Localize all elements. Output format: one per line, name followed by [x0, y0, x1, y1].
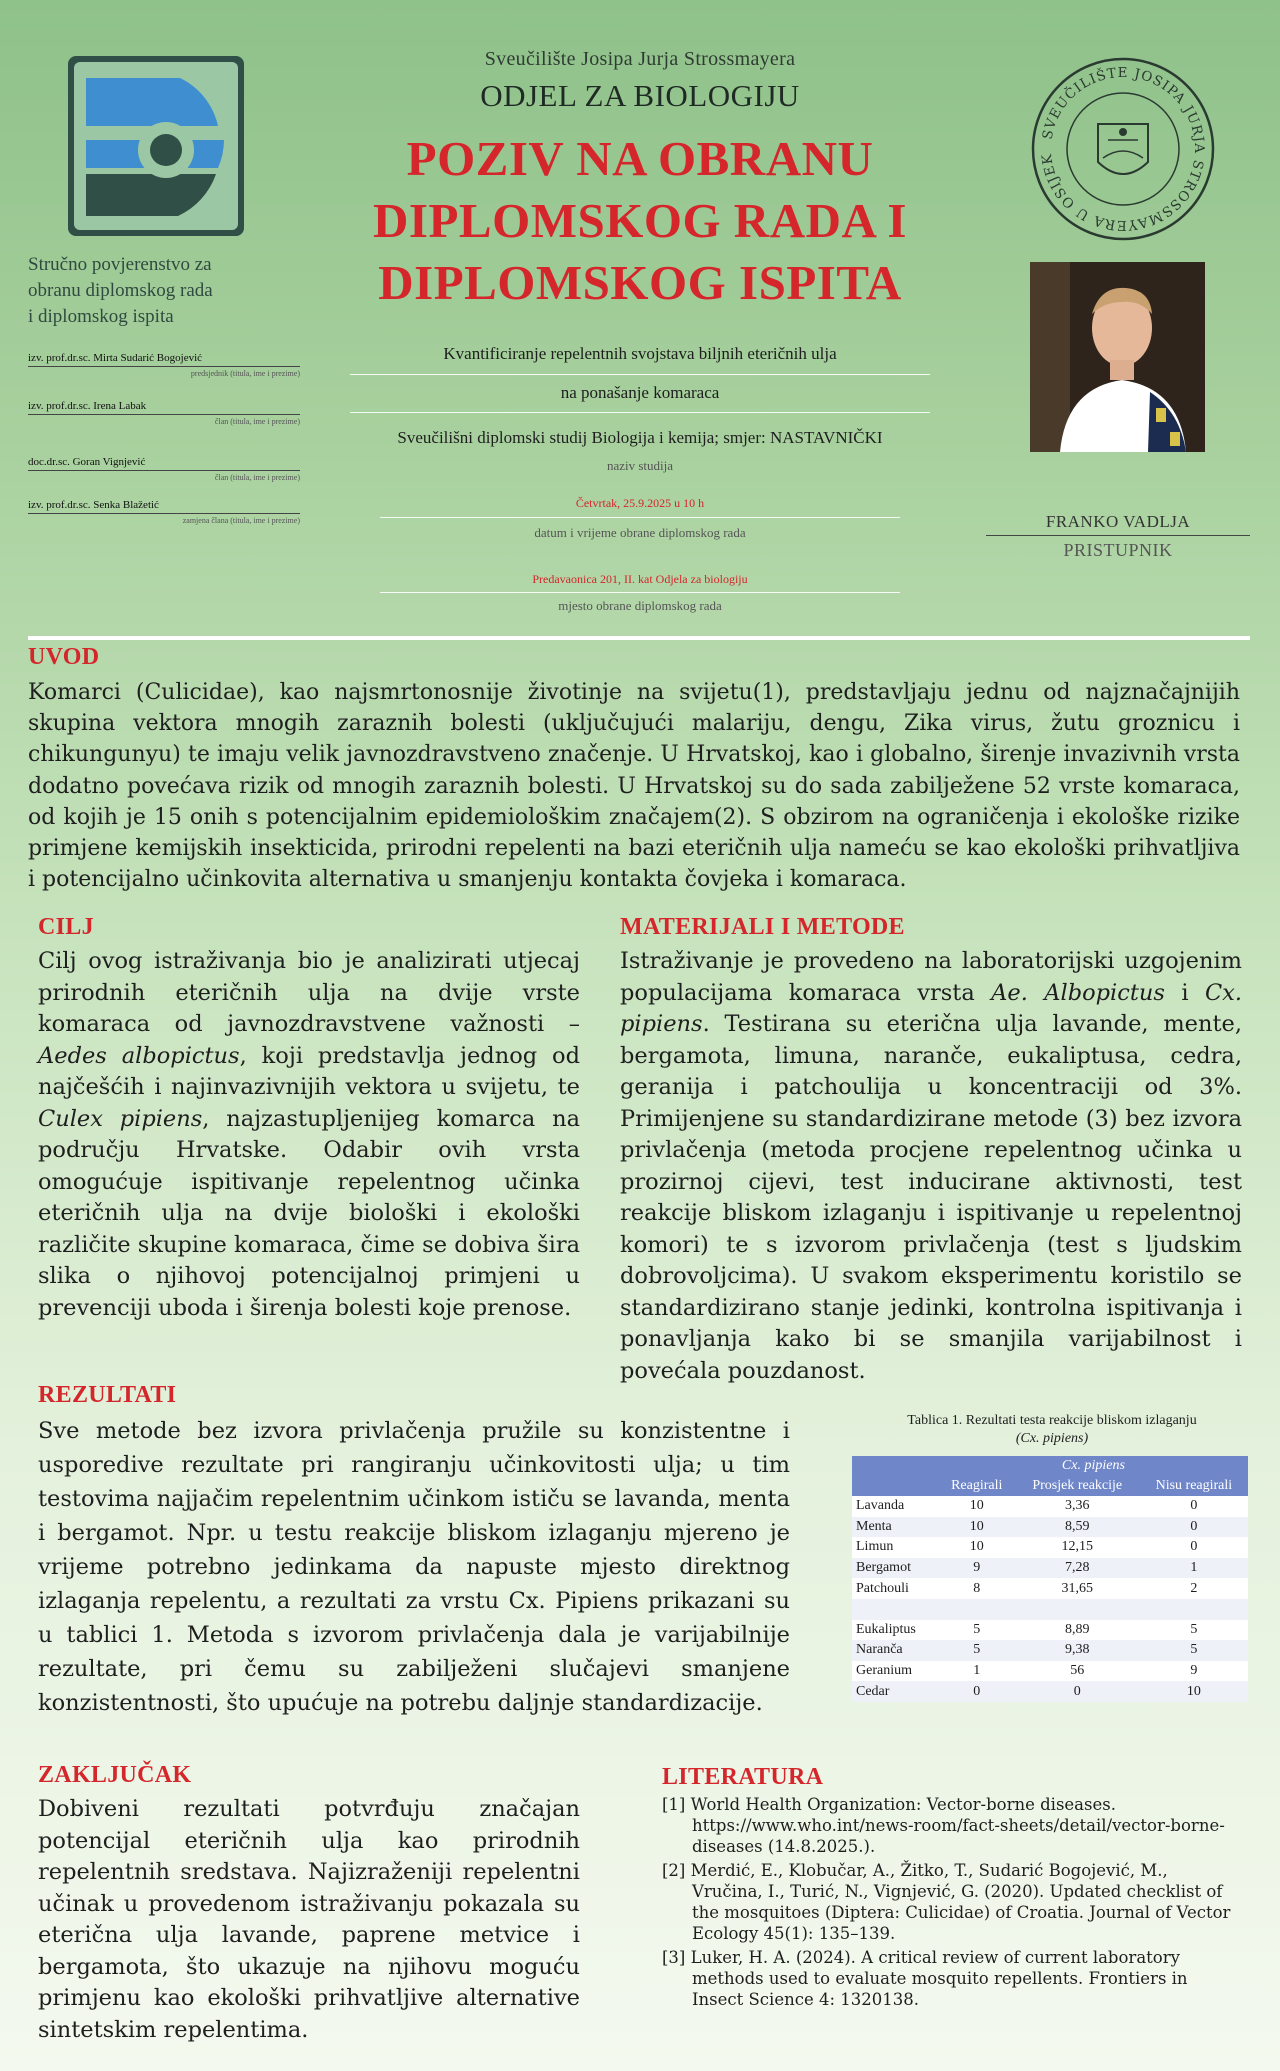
- reference-item: [3] Luker, H. A. (2024). A critical review of current laboratory methods used to evaluate mosquito repellents. Frontiers in Insect Science 4: 1320138.: [662, 1948, 1188, 2009]
- place-rule: [380, 592, 900, 593]
- table-cell: 0: [1140, 1496, 1248, 1517]
- metode-heading: MATERIJALI I METODE: [620, 914, 905, 940]
- table-cell: 31,65: [1015, 1578, 1140, 1599]
- defense-datetime: Četvrtak, 25.9.2025 u 10 h: [575, 496, 705, 510]
- study-label: naziv studija: [606, 458, 674, 473]
- committee-member: [28, 499, 300, 525]
- table-cell: 10: [1140, 1681, 1248, 1702]
- literatura-heading: LITERATURA: [662, 1764, 824, 1790]
- table-row-label: Bergamot: [852, 1558, 939, 1579]
- table-header-cell: Reagirali: [939, 1476, 1015, 1496]
- reference-list: [662, 1794, 1242, 2010]
- table-row-label: Patchouli: [852, 1578, 939, 1599]
- member-name: izv. prof.dr.sc. Irena Labak: [28, 400, 300, 415]
- table-cell: 0: [1015, 1681, 1140, 1702]
- cilj-text-part: , najzastupljenijeg komarca na području Hrvatske. Odabir ovih vrsta omogućuje ispitivanje repelentnog učinka eteričnih ulja na dvije biološki i ekološki različite skupine komaraca, čime se dobiva šira slika o njihovoj potencijalnoj primjeni u prevenciji uboda i širenja bolesti koje prenose.: [38, 1105, 580, 1321]
- table-cell: 9: [1140, 1661, 1248, 1682]
- table-row-label: Naranča: [852, 1640, 939, 1661]
- university-seal: [1028, 54, 1218, 244]
- thesis-title-rule: [350, 412, 930, 413]
- species-name: Aedes albopictus: [38, 1042, 240, 1069]
- study-program: Sveučilišni diplomski studij Biologija i kemija; smjer: NASTAVNIČKI: [397, 428, 883, 447]
- invitation-title-line: DIPLOMSKOG RADA I: [373, 193, 907, 248]
- table-cell: 10: [939, 1537, 1015, 1558]
- member-role: predsjednik (titula, ime i prezime): [190, 369, 300, 378]
- table-row-label: Geranium: [852, 1661, 939, 1682]
- metode-text-part: . Testirana su eterična ulja lavande, mente, bergamota, limuna, naranče, eukaliptusa, cedra, geranija i patchoulija u koncentraciji od 3%. Primijenjene su standardizirane metode (3) bez izvora privlačenja (metoda procjene repelentnog učinka u prozirnoj cijevi, test inducirane aktivnosti, test reakcije bliskom izlaganju i ispitivanje u repelentnoj komori) te s izvorom privlačenja (test s ljudskim dobrovoljcima). U svakom eksperimentu koristilo se standardizirano stanje jedinki, kontrolna ispitivanja i ponavljanja kako bi se smanjila varijabilnost i povećala pouzdanost.: [620, 1011, 1242, 1384]
- uvod-heading: UVOD: [28, 644, 100, 670]
- rezultati-heading: REZULTATI: [38, 1382, 177, 1408]
- candidate-rule: [986, 535, 1250, 536]
- member-role: član (titula, ime i prezime): [214, 473, 300, 482]
- member-role: član (titula, ime i prezime): [214, 417, 300, 426]
- table-row-label: [852, 1599, 939, 1620]
- table-header-cell: [852, 1456, 939, 1476]
- table-header-cell: Nisu reagirali: [1140, 1476, 1248, 1496]
- table-cell: 0: [939, 1681, 1015, 1702]
- table-header-cell: [852, 1476, 939, 1496]
- table-cell: [939, 1599, 1015, 1620]
- table-cell: 5: [1140, 1640, 1248, 1661]
- table-cell: 2: [1140, 1578, 1248, 1599]
- defense-place: Predavaonica 201, II. kat Odjela za biologiju: [532, 572, 748, 586]
- table-row-label: Menta: [852, 1517, 939, 1538]
- metode-text-part: i: [1164, 979, 1205, 1006]
- table-row-label: Lavanda: [852, 1496, 939, 1517]
- table-cell: 1: [939, 1661, 1015, 1682]
- cilj-heading: CILJ: [38, 914, 94, 940]
- member-role: zamjena člana (titula, ime i prezime): [182, 516, 300, 525]
- seal-text: SVEUČILIŠTE JOSIPA JURJA STROSSMAYERA U OSIJEK: [1039, 64, 1208, 234]
- table-caption: [852, 1412, 1252, 1448]
- species-name: Ae. Albopictus: [991, 979, 1165, 1006]
- invitation-title-line: POZIV NA OBRANU: [406, 131, 874, 186]
- metode-text-part: Istraživanje je provedeno na laboratorijski uzgojenim populacijama komaraca vrsta: [620, 948, 1242, 1006]
- committee-member: [28, 352, 300, 378]
- table-cell: 12,15: [1015, 1537, 1140, 1558]
- table-body: [852, 1496, 1248, 1702]
- table-cell: [1140, 1599, 1248, 1620]
- invitation-title-line: DIPLOMSKOG ISPITA: [378, 255, 902, 310]
- table-cell: 56: [1015, 1661, 1140, 1682]
- table-row: [852, 1517, 1248, 1538]
- thesis-title-line-1: Kvantificiranje repelentnih svojstava biljnih eteričnih ulja: [443, 344, 837, 363]
- committee-title: [28, 252, 318, 330]
- reference-item: [2] Merdić, E., Klobučar, A., Žitko, T., Sudarić Bogojević, M., Vručina, I., Turić, N., Vignjević, G. (2020). Updated checklist of the mosquitoes (Diptera: Culicidae) of Croatia. Journal of Vector Ecology 45(1): 135–139.: [662, 1861, 1231, 1943]
- table-row-label: Cedar: [852, 1681, 939, 1702]
- table-row: [852, 1681, 1248, 1702]
- table-row: [852, 1558, 1248, 1579]
- candidate-name: FRANKO VADLJA: [1045, 512, 1191, 531]
- cilj-text-part: , koji predstavlja jednog od najčešćih i najinvazivnijih vektora u svijetu, te: [38, 1042, 581, 1100]
- table-row-label: Limun: [852, 1537, 939, 1558]
- table-caption-line: [852, 1430, 1252, 1448]
- table-cell: 3,36: [1015, 1496, 1140, 1517]
- results-table: [852, 1456, 1248, 1702]
- table-group-header: [939, 1456, 1248, 1476]
- cilj-text: [38, 946, 580, 1324]
- department-logo: [68, 56, 244, 236]
- committee-title-line: Stručno povjerenstvo za: [28, 254, 212, 275]
- candidate-role: PRISTUPNIK: [1063, 540, 1173, 560]
- table-cell: 9,38: [1015, 1640, 1140, 1661]
- university-name: Sveučilište Josipa Jurja Strossmayera: [484, 48, 796, 70]
- table-cell: 5: [939, 1620, 1015, 1641]
- table-row: [852, 1661, 1248, 1682]
- table-cell: 1: [1140, 1558, 1248, 1579]
- table-cell: 8,59: [1015, 1517, 1140, 1538]
- member-name: izv. prof.dr.sc. Senka Blažetić: [28, 499, 300, 514]
- table-cell: 0: [1140, 1517, 1248, 1538]
- table-cell: 10: [939, 1496, 1015, 1517]
- table-cell: 5: [1140, 1620, 1248, 1641]
- datetime-label: datum i vrijeme obrane diplomskog rada: [534, 525, 746, 540]
- table-group-label: Cx. pipiens: [1061, 1458, 1125, 1473]
- committee-title-line: i diplomskog ispita: [28, 306, 174, 327]
- table-row: [852, 1496, 1248, 1517]
- candidate-photo: [1030, 262, 1205, 452]
- committee-title-line: obranu diplomskog rada: [28, 280, 213, 301]
- table-cell: 9: [939, 1558, 1015, 1579]
- department-name: ODJEL ZA BIOLOGIJU: [480, 78, 800, 113]
- committee-member: [28, 456, 300, 482]
- table-caption-line: Tablica 1. Rezultati testa reakcije bliskom izlaganju: [907, 1413, 1197, 1428]
- table-cell: [1015, 1599, 1140, 1620]
- rezultati-text: Sve metode bez izvora privlačenja pružile su konzistentne i usporedive rezultate pri rangiranju učinkovitosti ulja; u tim testovima najjačim repelentnim učinkom ističu se lavanda, menta i bergamot. Npr. u testu reakcije bliskom izlaganju mjereno je vrijeme potrebno jedinkama da napuste mjesto direktnog izlaganja repelentu, a rezultati za vrstu Cx. Pipiens prikazani su u tablici 1. Metoda s izvorom privlačenja dala je varijabilnije rezultate, pri čemu su zabilježeni slučajevi smanjene konzistentnosti, što upućuje na potrebu daljnje standardizacije.: [38, 1418, 790, 1716]
- table-row: [852, 1578, 1248, 1599]
- table-cell: 7,28: [1015, 1558, 1140, 1579]
- table-row: [852, 1537, 1248, 1558]
- uvod-text: Komarci (Culicidae), kao najsmrtonosnije životinje na svijetu(1), predstavljaju jednu od najznačajnijih skupina vektora mnogih zaraznih bolesti (uključujući malariju, dengu, Zika virus, žutu groznicu i chikungunyu) te imaju velik javnozdravstveno značenje. U Hrvatskoj, kao i globalno, širenje invazivnih vrsta dodatno povećava rizik od mnogih zaraznih bolesti. U Hrvatskoj su do sada zabilježene 52 vrste komaraca, od kojih je 15 onih s potencijalnim epidemiološkim značajem(2). S obzirom na ograničenja i ekološke rizike primjene kemijskih insekticida, prirodni repelenti na bazi eteričnih ulja nameću se kao ekološki prihvatljiva i potencijalno učinkovita alternativa u smanjenju kontakta čovjeka i komaraca.: [28, 680, 1240, 893]
- thesis-title-line-2: na ponašanje komaraca: [560, 383, 720, 402]
- zakljucak-heading: ZAKLJUČAK: [38, 1762, 192, 1788]
- member-name: izv. prof.dr.sc. Mirta Sudarić Bogojević: [28, 352, 300, 367]
- cilj-text-part: Cilj ovog istraživanja bio je analizirati utjecaj prirodnih eteričnih ulja na dvije vrste komaraca od javnozdravstvene važnosti –: [38, 948, 580, 1037]
- place-label: mjesto obrane diplomskog rada: [558, 598, 722, 613]
- member-name: doc.dr.sc. Goran Vignjević: [28, 456, 300, 471]
- metode-text: [620, 946, 1242, 1387]
- table-cell: 0: [1140, 1537, 1248, 1558]
- table-row: [852, 1599, 1248, 1620]
- table-row: [852, 1620, 1248, 1641]
- table-header-cell: Prosjek reakcije: [1015, 1476, 1140, 1496]
- invitation-title: [330, 128, 950, 314]
- datetime-rule: [380, 517, 900, 518]
- zakljucak-text: Dobiveni rezultati potvrđuju značajan potencijal eteričnih ulja kao prirodnih repelentnih sredstava. Najizraženiji repelentni učinak u provedenom istraživanju pokazala su eterična ulja lavande, paprene metvice i bergamota, što ukazuje na njihovu moguću primjenu kao ekološki prihvatljive alternative sintetskim repelentima.: [38, 1796, 580, 2043]
- table-row: [852, 1640, 1248, 1661]
- species-name: Culex pipiens: [38, 1105, 203, 1132]
- species-name: Cx. pipiens: [620, 979, 1242, 1037]
- table-caption-species: (Cx. pipiens): [1015, 1431, 1089, 1446]
- reference-item: [1] World Health Organization: Vector-borne diseases. https://www.who.int/news-room/fact-sheets/detail/vector-borne-diseases (14.8.2025.).: [662, 1795, 1225, 1856]
- thesis-title-rule: [350, 374, 930, 375]
- table-row-label: Eukaliptus: [852, 1620, 939, 1641]
- table-cell: 8: [939, 1578, 1015, 1599]
- committee-member: [28, 400, 300, 426]
- header-divider: [28, 636, 1250, 640]
- table-cell: 10: [939, 1517, 1015, 1538]
- table-cell: 8,89: [1015, 1620, 1140, 1641]
- table-cell: 5: [939, 1640, 1015, 1661]
